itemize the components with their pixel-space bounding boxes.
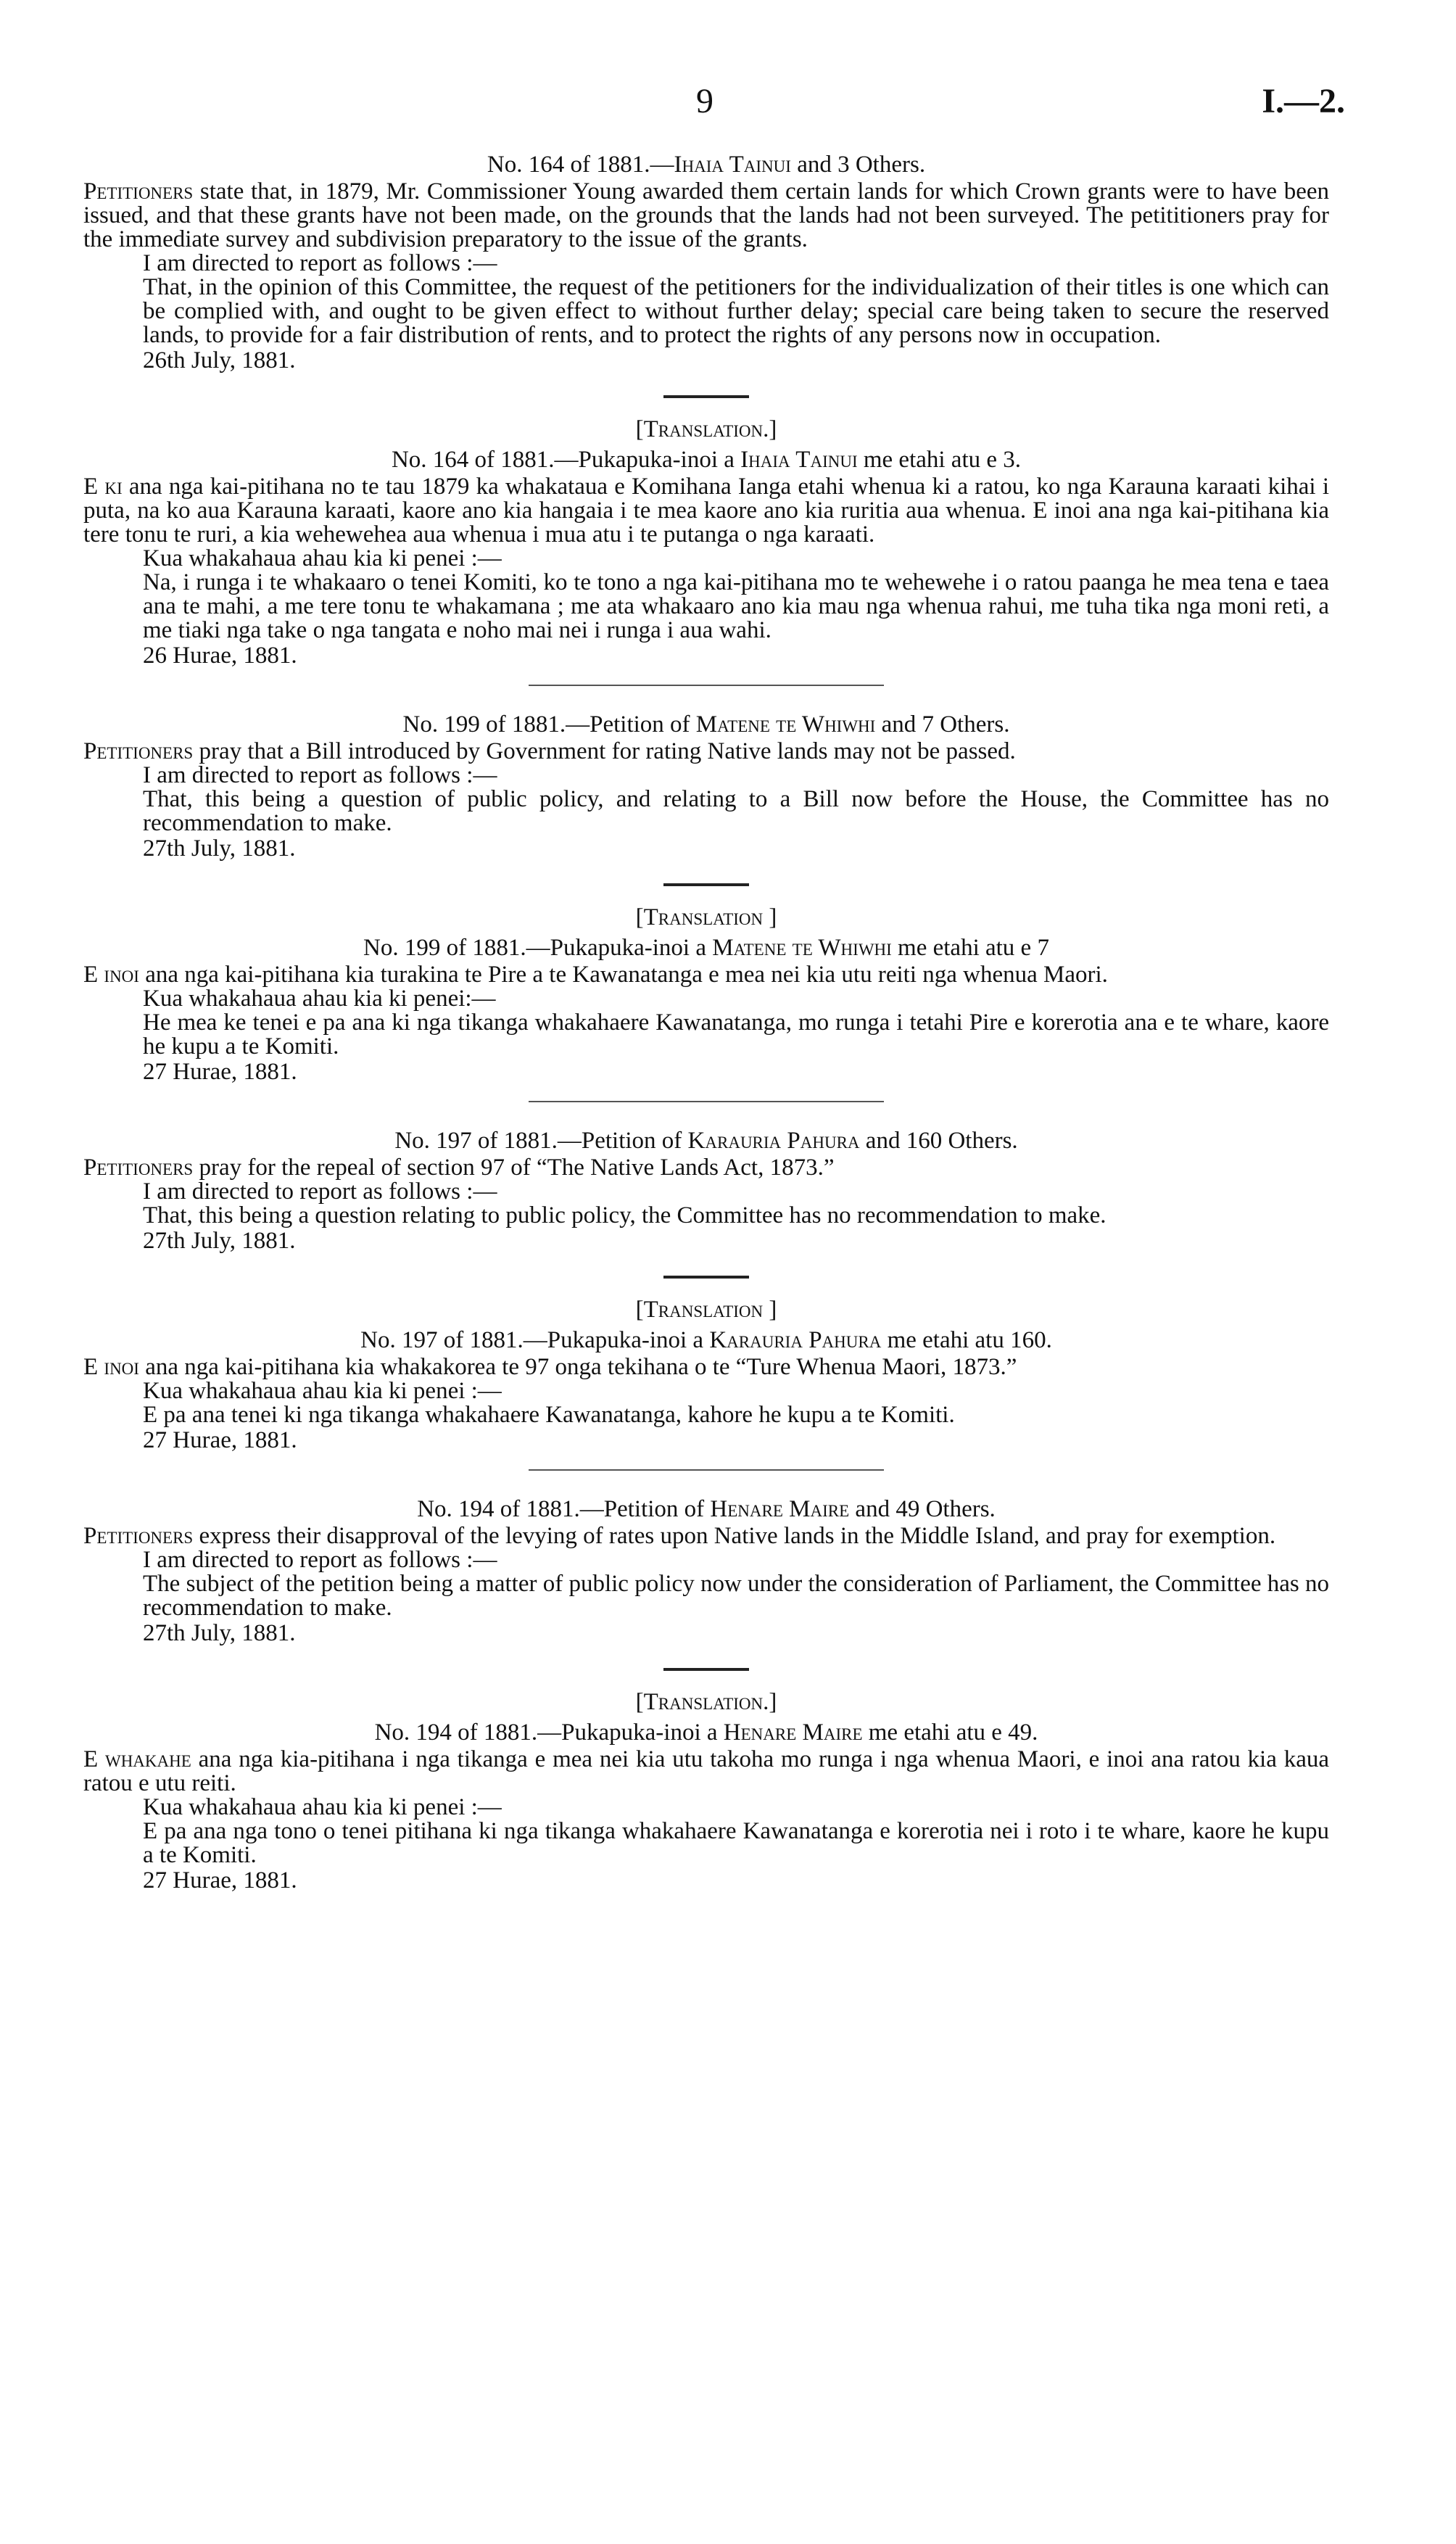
report-date: 27th July, 1881. bbox=[143, 1620, 296, 1646]
translation-title: No. 164 of 1881.—Pukapuka-inoi a Ihaia Tainui me etahi atu e 3. bbox=[391, 447, 1022, 473]
section-divider bbox=[529, 1469, 884, 1471]
short-rule bbox=[663, 395, 749, 398]
translation-directed-line: Kua whakahaua ahau kia ki penei :— bbox=[143, 1794, 502, 1820]
petitioner-name: Matene te Whiwhi bbox=[695, 711, 876, 738]
translation-directed-line: Kua whakahaua ahau kia ki penei :— bbox=[143, 1378, 502, 1404]
petitioner-name: Henare Maire bbox=[710, 1496, 850, 1522]
petition-section bbox=[83, 1494, 1329, 1893]
page-number: 9 bbox=[696, 82, 713, 120]
translation-date: 26 Hurae, 1881. bbox=[143, 643, 297, 669]
petition-summary: Petitioners pray for the repeal of section 97 of “The Native Lands Act, 1873.” bbox=[83, 1155, 835, 1181]
translation-report: Na, i runga i te whakaaro o tenei Komiti, ko te tono a nga kai-pitihana mo te wehewehe i o ratou paanga he mea tena e taea ana te mahi, a me tere tonu te whakamana ; me ata whakaaro ano kia mau nga whenua rahui, me tuha tika nga moni reti, a me tiaki nga take o nga tangata e noho mai nei i runga i aua wahi. bbox=[143, 569, 1329, 643]
petition-summary: Petitioners pray that a Bill introduced by Government for rating Native lands may not be passed. bbox=[83, 738, 1016, 764]
petition-summary: Petitioners state that, in 1879, Mr. Commissioner Young awarded them certain lands for which Crown grants were to have been issued, and that these grants have not been made, on the grounds that the lands had not been surveyed. The petititioners pray for the immediate survey and subdivision preparatory to the issue of the grants. bbox=[83, 178, 1329, 252]
document-body bbox=[83, 149, 1329, 1893]
directed-line: I am directed to report as follows :— bbox=[143, 762, 497, 788]
petitioner-name: Karauria Pahura bbox=[687, 1128, 860, 1154]
committee-report: The subject of the petition being a matter of public policy now under the consideration of Parliament, the Committee has no recommendation to make. bbox=[143, 1571, 1329, 1621]
petition-title: No. 164 of 1881.—Ihaia Tainui and 3 Others. bbox=[487, 152, 926, 178]
translation-label: [Translation ] bbox=[635, 904, 777, 930]
translation-date: 27 Hurae, 1881. bbox=[143, 1427, 297, 1453]
section-divider bbox=[529, 1101, 884, 1102]
translation-summary: E whakahe ana nga kia-pitihana i nga tikanga e mea nei kia utu takoha mo runga i nga whenua Maori, e inoi ana ratou kia kaua ratou e utu reiti. bbox=[83, 1746, 1330, 1796]
report-date: 27th July, 1881. bbox=[143, 1228, 296, 1254]
translation-directed-line: Kua whakahaua ahau kia ki penei :— bbox=[143, 545, 502, 571]
report-date: 27th July, 1881. bbox=[143, 835, 296, 862]
petition-section bbox=[83, 149, 1329, 669]
translation-label: [Translation.] bbox=[635, 1689, 777, 1715]
petition-section bbox=[83, 1126, 1329, 1453]
translation-report: E pa ana tenei ki nga tikanga whakahaere Kawanatanga, kahore he kupu a te Komiti. bbox=[143, 1402, 955, 1428]
petition-title: No. 197 of 1881.—Petition of Karauria Pahura and 160 Others. bbox=[394, 1128, 1018, 1154]
committee-report: That, this being a question relating to public policy, the Committee has no recommendation to make. bbox=[143, 1202, 1107, 1228]
section-divider bbox=[529, 685, 884, 686]
translation-title: No. 197 of 1881.—Pukapuka-inoi a Karauria Pahura me etahi atu 160. bbox=[360, 1327, 1052, 1353]
committee-report: That, this being a question of public policy, and relating to a Bill now before the House, the Committee has no recommendation to make. bbox=[143, 786, 1329, 836]
directed-line: I am directed to report as follows :— bbox=[143, 250, 497, 276]
translation-date: 27 Hurae, 1881. bbox=[143, 1059, 297, 1085]
translation-title: No. 199 of 1881.—Pukapuka-inoi a Matene te Whiwhi me etahi atu e 7 bbox=[363, 935, 1049, 961]
petition-section bbox=[83, 709, 1329, 1085]
translation-label: [Translation.] bbox=[635, 416, 777, 442]
short-rule bbox=[663, 1276, 749, 1279]
short-rule bbox=[663, 883, 749, 886]
short-rule bbox=[663, 1668, 749, 1671]
page-header bbox=[0, 81, 1456, 125]
paper-reference: I.—2. bbox=[1262, 82, 1345, 120]
translation-report: E pa ana nga tono o tenei pitihana ki nga tikanga whakahaere Kawanatanga e korerotia nei i roto i te whare, kaore he kupu a te Komiti. bbox=[143, 1818, 1329, 1868]
petitioner-name: Ihaia Tainui bbox=[674, 152, 791, 178]
committee-report: That, in the opinion of this Committee, the request of the petitioners for the individualization of their titles is one which can be complied with, and ought to be given effect to without further delay; special care being taken to secure the reserved lands, to provide for a fair distribution of rents, and to protect the rights of any persons now in occupation. bbox=[143, 274, 1329, 348]
translation-title: No. 194 of 1881.—Pukapuka-inoi a Henare Maire me etahi atu e 49. bbox=[374, 1719, 1038, 1746]
translation-summary: E inoi ana nga kai-pitihana kia turakina te Pire a te Kawanatanga e mea nei kia utu reiti nga whenua Maori. bbox=[83, 962, 1108, 988]
translation-date: 27 Hurae, 1881. bbox=[143, 1867, 297, 1893]
directed-line: I am directed to report as follows :— bbox=[143, 1547, 497, 1573]
petition-summary: Petitioners express their disapproval of the levying of rates upon Native lands in the Middle Island, and pray for exemption. bbox=[83, 1523, 1276, 1549]
petition-title: No. 194 of 1881.—Petition of Henare Maire and 49 Others. bbox=[417, 1496, 996, 1522]
translation-directed-line: Kua whakahaua ahau kia ki penei:— bbox=[143, 986, 496, 1012]
directed-line: I am directed to report as follows :— bbox=[143, 1178, 497, 1205]
translation-report: He mea ke tenei e pa ana ki nga tikanga whakahaere Kawanatanga, mo runga i tetahi Pire e korerotia ana e te whare, kaore he kupu a te Komiti. bbox=[143, 1009, 1329, 1060]
translation-summary: E inoi ana nga kai-pitihana kia whakakorea te 97 onga tekihana o te “Ture Whenua Maori, 1873.” bbox=[83, 1354, 1017, 1380]
petition-title: No. 199 of 1881.—Petition of Matene te Whiwhi and 7 Others. bbox=[402, 711, 1010, 738]
translation-label: [Translation ] bbox=[635, 1297, 777, 1323]
translation-summary: E ki ana nga kai-pitihana no te tau 1879 ka whakataua e Komihana Ianga etahi whenua ki a ratou, ko nga Karauna karaati kihai i puta, na ko aua Karauna karaati, kaore ano kia hangaia i te mea kaore ano kia ruritia aua whenua. E inoi ana nga kai-pitihana kia tere tonu te ruri, a kia wehewehea aua whenua i mua atu i te putanga o nga karaati. bbox=[83, 474, 1329, 548]
report-date: 26th July, 1881. bbox=[143, 347, 296, 373]
